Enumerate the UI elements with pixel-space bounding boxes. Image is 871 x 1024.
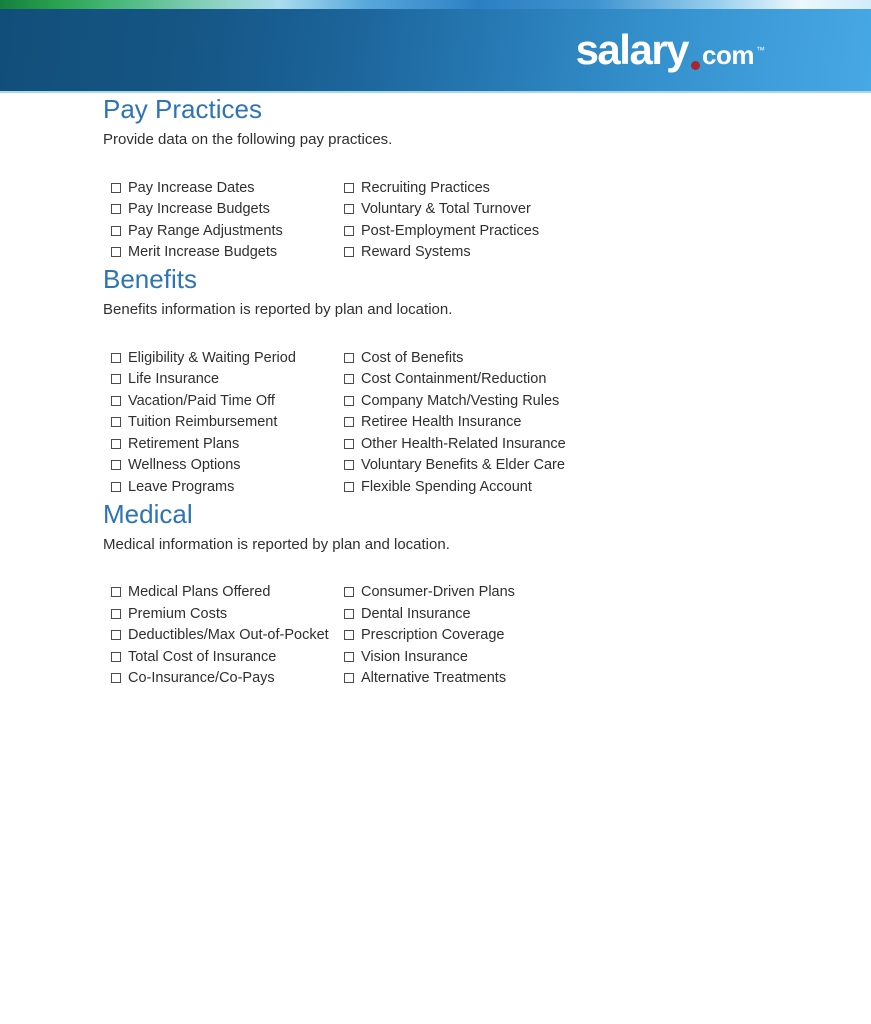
checklist-item <box>344 177 577 199</box>
checklist-item-label: Vision Insurance <box>361 648 468 665</box>
section-description: Medical information is reported by plan and location. <box>103 535 450 553</box>
checklist-item <box>344 603 577 625</box>
checklist-item <box>111 242 344 264</box>
checklist-item <box>344 390 577 412</box>
checkbox-icon[interactable] <box>344 587 354 597</box>
checklist-item-label: Wellness Options <box>128 457 241 474</box>
checklist-item <box>111 177 344 199</box>
checkbox-icon[interactable] <box>344 204 354 214</box>
checklist-item <box>344 347 577 369</box>
checklist-item-label: Medical Plans Offered <box>128 584 271 601</box>
section-title: Pay Practices <box>103 94 262 124</box>
checklist-item-label: Leave Programs <box>128 478 235 495</box>
salary-com-logo <box>575 26 765 73</box>
document-body <box>0 93 871 689</box>
checklist <box>111 347 871 498</box>
checkbox-icon[interactable] <box>344 417 354 427</box>
checklist-item <box>111 390 344 412</box>
checklist-item-label: Cost of Benefits <box>361 349 464 366</box>
checklist-item <box>111 476 344 498</box>
checklist-item <box>344 433 577 455</box>
checkbox-icon[interactable] <box>344 226 354 236</box>
checklist-item-label: Tuition Reimbursement <box>128 414 278 431</box>
checklist-item <box>344 242 577 264</box>
checklist-column-left <box>111 582 344 690</box>
checkbox-icon[interactable] <box>111 353 121 363</box>
checkbox-icon[interactable] <box>344 482 354 492</box>
page-header <box>0 0 871 93</box>
checkbox-icon[interactable] <box>344 374 354 384</box>
accent-gradient-strip <box>0 0 871 9</box>
checklist-item-label: Dental Insurance <box>361 605 471 622</box>
checklist-item-label: Voluntary & Total Turnover <box>361 201 531 218</box>
checklist-item <box>111 668 344 690</box>
trademark-symbol: ™ <box>756 45 765 55</box>
checklist-column-right <box>344 347 577 498</box>
checklist-item <box>344 412 577 434</box>
checklist-item <box>344 582 577 604</box>
checklist-item <box>344 668 577 690</box>
section-pay-practices <box>103 93 871 263</box>
checklist-item-label: Merit Increase Budgets <box>128 244 278 261</box>
checklist-item-label: Reward Systems <box>361 244 471 261</box>
banner <box>0 9 871 93</box>
checklist-item <box>344 220 577 242</box>
checklist-column-right <box>344 582 577 690</box>
logo-brand-text: salary <box>575 26 689 73</box>
checklist-item-label: Cost Containment/Reduction <box>361 371 547 388</box>
checklist-item-label: Life Insurance <box>128 371 220 388</box>
checkbox-icon[interactable] <box>344 630 354 640</box>
checklist-item-label: Other Health-Related Insurance <box>361 435 566 452</box>
checkbox-icon[interactable] <box>111 396 121 406</box>
section-description: Provide data on the following pay practices. <box>103 131 393 148</box>
checkbox-icon[interactable] <box>111 587 121 597</box>
checklist-item <box>111 220 344 242</box>
checklist-item <box>111 582 344 604</box>
checklist-column-left <box>111 347 344 498</box>
checkbox-icon[interactable] <box>111 652 121 662</box>
checklist-item-label: Flexible Spending Account <box>361 478 532 495</box>
checkbox-icon[interactable] <box>111 609 121 619</box>
checklist-item <box>111 347 344 369</box>
checkbox-icon[interactable] <box>344 353 354 363</box>
checkbox-icon[interactable] <box>111 630 121 640</box>
checklist-item <box>111 646 344 668</box>
checklist-item-label: Retirement Plans <box>128 435 240 452</box>
checkbox-icon[interactable] <box>111 226 121 236</box>
checklist-column-left <box>111 177 344 263</box>
checklist-item <box>344 476 577 498</box>
checkbox-icon[interactable] <box>111 417 121 427</box>
checklist-item-label: Consumer-Driven Plans <box>361 584 515 601</box>
checklist-item-label: Recruiting Practices <box>361 179 490 196</box>
checklist-column-right <box>344 177 577 263</box>
checkbox-icon[interactable] <box>344 396 354 406</box>
checklist-item-label: Pay Increase Budgets <box>128 201 270 218</box>
checklist-item-label: Post-Employment Practices <box>361 222 540 239</box>
checklist-item <box>344 625 577 647</box>
section-description: Benefits information is reported by plan and location. <box>103 301 453 318</box>
checklist-item <box>111 625 344 647</box>
checklist-item <box>111 369 344 391</box>
checklist-item <box>111 433 344 455</box>
checkbox-icon[interactable] <box>344 652 354 662</box>
logo-dot-icon <box>691 61 700 70</box>
checklist-item-label: Alternative Treatments <box>361 670 507 687</box>
checkbox-icon[interactable] <box>111 183 121 193</box>
checkbox-icon[interactable] <box>111 204 121 214</box>
checklist-item-label: Eligibility & Waiting Period <box>128 349 296 366</box>
checkbox-icon[interactable] <box>344 439 354 449</box>
checkbox-icon[interactable] <box>111 247 121 257</box>
checklist-item <box>111 199 344 221</box>
checkbox-icon[interactable] <box>111 460 121 470</box>
checklist-item-label: Co-Insurance/Co-Pays <box>128 670 275 687</box>
section-title: Medical <box>103 498 193 529</box>
checkbox-icon[interactable] <box>111 374 121 384</box>
checklist-item <box>344 369 577 391</box>
checklist <box>111 582 871 690</box>
checkbox-icon[interactable] <box>111 482 121 492</box>
checkbox-icon[interactable] <box>344 460 354 470</box>
checklist-item <box>111 455 344 477</box>
logo-domain-text: com <box>702 40 754 70</box>
section-medical <box>103 498 871 690</box>
section-title: Benefits <box>103 264 197 294</box>
checklist-item <box>344 455 577 477</box>
checklist-item-label: Deductibles/Max Out-of-Pocket <box>128 627 329 644</box>
checklist-item-label: Company Match/Vesting Rules <box>361 392 560 409</box>
section-benefits <box>103 263 871 498</box>
checklist-item-label: Total Cost of Insurance <box>128 648 277 665</box>
checklist-item-label: Premium Costs <box>128 605 228 622</box>
checklist-item <box>111 603 344 625</box>
checkbox-icon[interactable] <box>111 439 121 449</box>
checkbox-icon[interactable] <box>111 673 121 683</box>
checkbox-icon[interactable] <box>344 673 354 683</box>
checklist-item-label: Pay Range Adjustments <box>128 222 283 239</box>
checklist-item <box>111 412 344 434</box>
checklist-item <box>344 199 577 221</box>
checklist-item-label: Voluntary Benefits & Elder Care <box>361 457 565 474</box>
checkbox-icon[interactable] <box>344 183 354 193</box>
checkbox-icon[interactable] <box>344 247 354 257</box>
checkbox-icon[interactable] <box>344 609 354 619</box>
checklist-item-label: Vacation/Paid Time Off <box>128 392 275 409</box>
checklist-item-label: Prescription Coverage <box>361 627 505 644</box>
checklist <box>111 177 871 263</box>
checklist-item-label: Pay Increase Dates <box>128 179 255 196</box>
checklist-item <box>344 646 577 668</box>
checklist-item-label: Retiree Health Insurance <box>361 414 522 431</box>
